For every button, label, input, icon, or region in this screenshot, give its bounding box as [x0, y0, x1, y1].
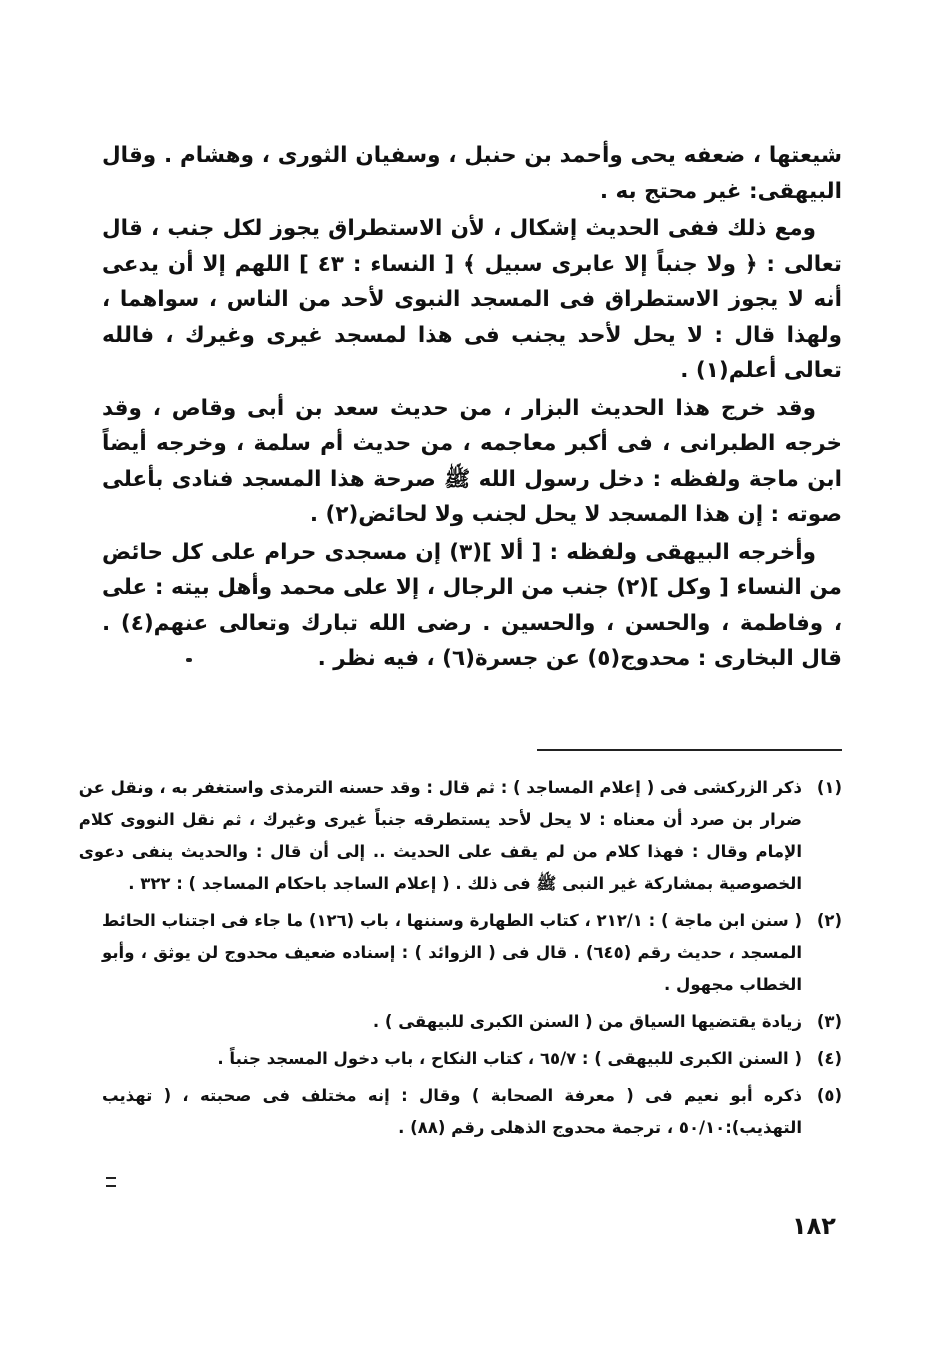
footnotes — [78, 772, 842, 1144]
footnote-4 — [102, 1043, 842, 1075]
footnote-number: (٣) — [816, 1012, 842, 1031]
footnote-number: (٢) — [816, 911, 842, 930]
footnote-number: (٥) — [816, 1086, 842, 1105]
footnote-line: الإمام وقال : فهذا كلام من لم يقف على الحديث .. إلى أن قال : والحديث ينفى دعوى — [78, 842, 802, 861]
footnote-line: الخصوصية بمشاركة غير النبى ﷺ فى ذلك . ( إعلام الساجد باحكام المساجد ) : ٣٢٢ . — [128, 874, 802, 893]
footnote-line: ( سنن ابن ماجة ) : ٢١٢/١ ، كتاب الطهارة وسننها ، باب (١٢٦) ما جاء فى اجتناب الحائط — [102, 911, 803, 930]
footnote-5 — [102, 1080, 842, 1144]
stray-ink-mark — [106, 1177, 116, 1187]
footnote-line: ضرار بن صرد أن معناه : لا يحل لأحد يستطرقه جنباً غيرى وغيرك ، ثم نقل النووى كلام — [78, 810, 802, 829]
footnote-line: الخطاب مجهول . — [663, 975, 802, 994]
footnote-3 — [102, 1006, 842, 1038]
paragraph-2: ومع ذلك ففى الحديث إشكال ، لأن الاستطراق يجوز لكل جنب ، قال تعالى : ﴿ ولا جنباً إلا عابرى سبيل ﴾ [ النساء : ٤٣ ] اللهم إلا أن يدعى أنه لا يجوز الاستطراق فى المسجد النبوى لأحد من الناس ، سواهما ، ولهذا قال : لا يحل لأحد يجنب فى هذا لمسجد غيرى وغيرك ، فالله تعالى أعلم(١) . — [102, 216, 843, 383]
paragraph-4: وأخرجه البيهقى ولفظه : [ ألا ](٣) إن مسجدى حرام على كل حائض من النساء [ وكل ](٢) جنب من الرجال ، إلا على محمد وأهل بيته : على ، وفاطمة ، والحسن ، والحسين . رضى الله تبارك وتعالى عنهم(٤) . قال البخارى : محدوج(٥) عن جسرة(٦) ، فيه نظر . — [102, 539, 842, 671]
footnote-2 — [102, 905, 842, 1001]
footnote-number: (٤) — [816, 1049, 842, 1068]
footnote-line: المسجد ، حديث رقم (٦٤٥) . قال فى ( الزوائد ) : إسناده ضعيف محدوج لن يوثق ، وأبو — [102, 943, 802, 962]
main-text — [102, 138, 842, 677]
paragraph-1: شيعتها ، ضعفه يحى وأحمد بن حنبل ، وسفيان الثورى ، وهشام . وقال البيهقى: غير محتج به . — [102, 143, 842, 204]
footnote-1 — [78, 772, 842, 900]
footnote-line: ذكره أبو نعيم فى ( معرفة الصحابة ) وقال : إنه مختلف فى صحبته ، ( تهذيب — [102, 1086, 802, 1105]
footnote-number: (١) — [816, 778, 842, 797]
footnote-separator — [537, 749, 842, 751]
footnote-line: التهذيب):٥٠/١٠ ، ترجمة محدوج الذهلى رقم (٨٨) . — [398, 1118, 802, 1137]
stray-ink-dot — [186, 658, 192, 662]
footnote-line: ذكر الزركشى فى ( إعلام المساجد ) : ثم قال : وقد حسنه الترمذى واستغفر به ، ونقل عن — [78, 778, 802, 797]
paragraph-3: وقد خرج هذا الحديث البزار ، من حديث سعد بن أبى وقاص ، وقد خرجه الطبرانى ، فى أكبر معاجمه ، من حديث أم سلمة ، وخرجه أيضاً ابن ماجة ولفظه : دخل رسول الله ﷺ صرحة هذا المسجد فنادى بأعلى صوته : إن هذا المسجد لا يحل لجنب ولا لحائض(٢) . — [102, 395, 842, 527]
footnote-line: ( السنن الكبرى للبيهقى ) : ٦٥/٧ ، كتاب النكاح ، باب دخول المسجد جنباً . — [217, 1049, 802, 1068]
footnote-line: زيادة يقتضيها السياق من ( السنن الكبرى للبيهقى ) . — [372, 1012, 802, 1031]
page-number: ١٨٢ — [792, 1212, 836, 1240]
